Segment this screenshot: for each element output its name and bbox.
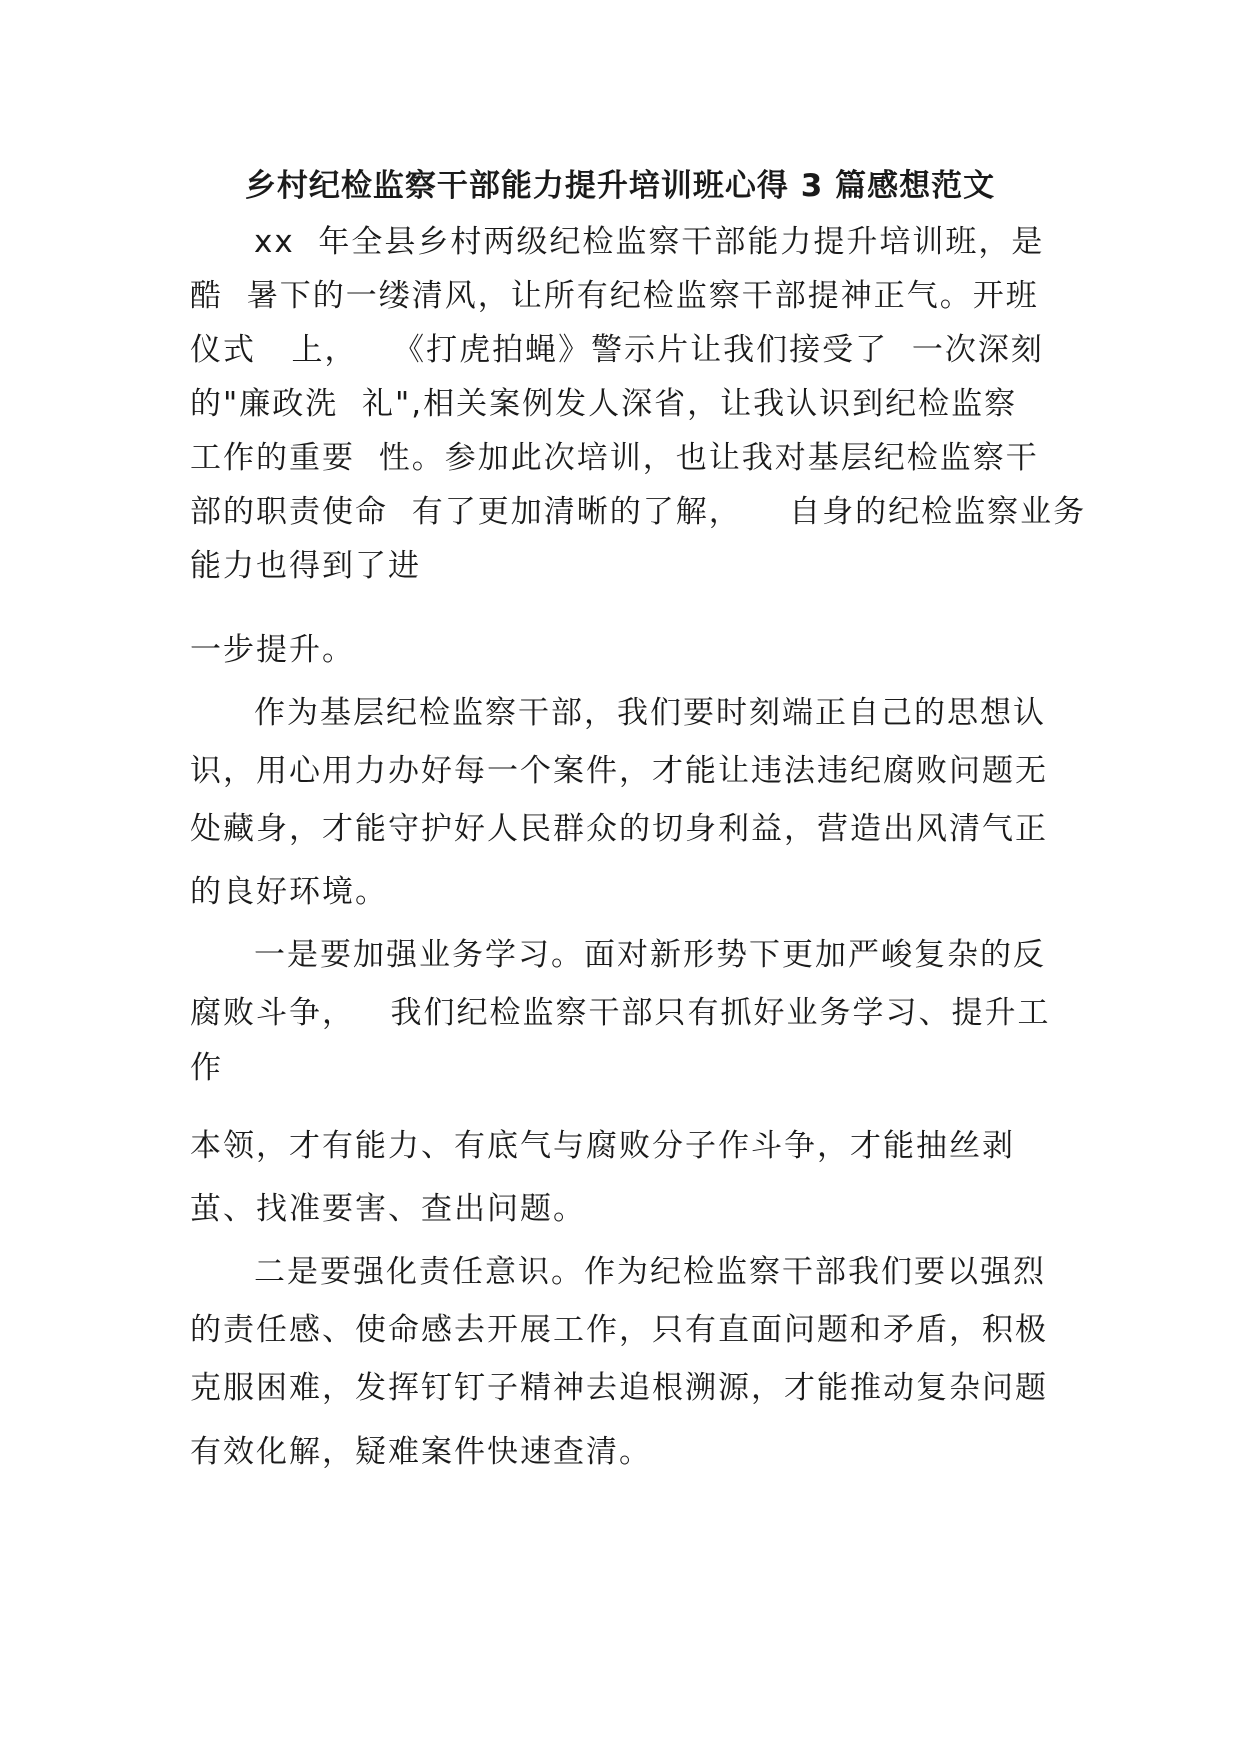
text-line: 仪式 上， 《打虎拍蝇》警示片让我们接受了 一次深刻 (190, 332, 1044, 368)
text-line: 能力也得到了进 (190, 548, 421, 584)
text-line: 一是要加强业务学习。面对新形势下更加严峻复杂的反 (254, 937, 1046, 973)
text-line: 的良好环境。 (190, 874, 388, 910)
text-line: 工作的重要 性。参加此次培训，也让我对基层纪检监察干 (190, 440, 1039, 476)
text-line: 处藏身，才能守护好人民群众的切身利益，营造出风清气正 (190, 811, 1048, 847)
text-line: 本领，才有能力、有底气与腐败分子作斗争，才能抽丝剥 (190, 1128, 1015, 1164)
text-line: 茧、找准要害、查出问题。 (190, 1191, 586, 1227)
text-line: 二是要强化责任意识。作为纪检监察干部我们要以强烈 (254, 1254, 1046, 1290)
text-line: 作 (190, 1050, 223, 1086)
text-line: 克服困难，发挥钉钉子精神去追根溯源，才能推动复杂问题 (190, 1370, 1048, 1406)
text-line: 的"廉政洗 礼",相关案例发人深省，让我认识到纪检监察 (190, 386, 1018, 422)
text-line: 作为基层纪检监察干部，我们要时刻端正自己的思想认 (254, 695, 1046, 731)
text-line: 部的职责使命 有了更加清晰的了解， 自身的纪检监察业务 (190, 494, 1087, 530)
text-line: 有效化解，疑难案件快速查清。 (190, 1434, 652, 1470)
text-line: 酷 暑下的一缕清风，让所有纪检监察干部提神正气。开班 (190, 278, 1039, 314)
text-line: 一步提升。 (190, 632, 355, 668)
text-line: 腐败斗争， 我们纪检监察干部只有抓好业务学习、提升工 (190, 995, 1051, 1031)
text-line: 识，用心用力办好每一个案件，才能让违法违纪腐败问题无 (190, 753, 1048, 789)
text-line: 的责任感、使命感去开展工作，只有直面问题和矛盾，积极 (190, 1312, 1048, 1348)
text-line: xx 年全县乡村两级纪检监察干部能力提升培训班，是 (254, 224, 1045, 260)
document-title: 乡村纪检监察干部能力提升培训班心得 3 篇感想范文 (244, 168, 996, 204)
